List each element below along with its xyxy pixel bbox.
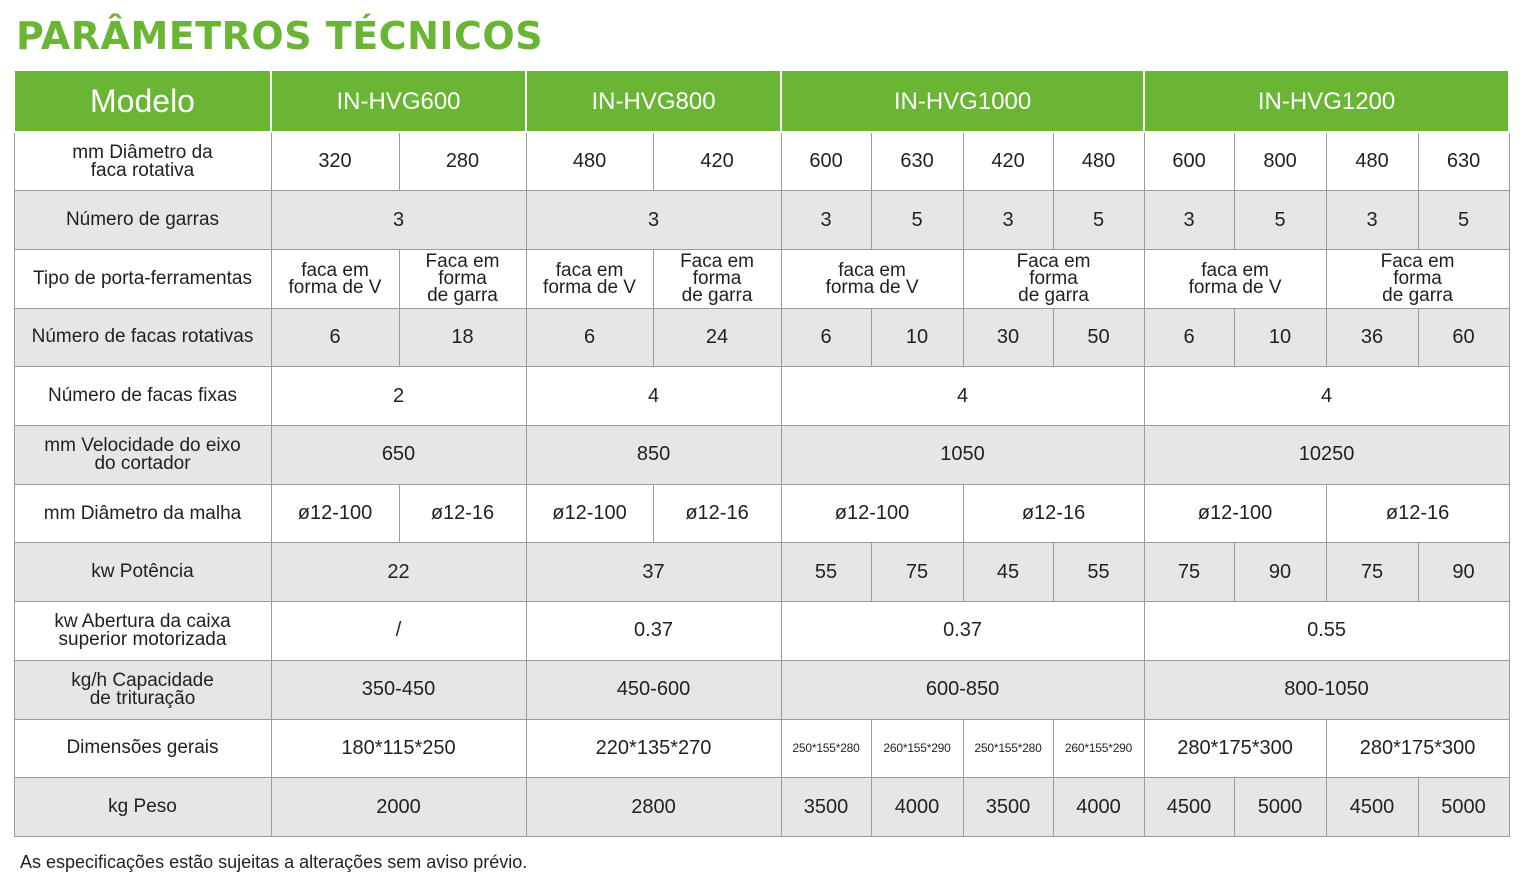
table-cell: 3 <box>781 191 871 250</box>
table-cell: 10 <box>1234 308 1326 367</box>
table-cell: / <box>271 602 526 661</box>
table-row <box>14 308 1509 367</box>
table-cell: 450-600 <box>526 660 781 719</box>
table-cell: 3 <box>1144 191 1234 250</box>
table-cell: 55 <box>781 543 871 602</box>
table-cell: 4 <box>781 367 1144 426</box>
table-cell: 3500 <box>963 778 1053 837</box>
table-row <box>14 484 1509 543</box>
table-cell: 4000 <box>1053 778 1144 837</box>
table-cell: 90 <box>1418 543 1509 602</box>
model-in-hvg600: IN-HVG600 <box>271 70 526 132</box>
table-cell: 350-450 <box>271 660 526 719</box>
table-cell: 420 <box>653 132 781 191</box>
table-cell: faca em forma de V <box>1144 249 1326 308</box>
table-cell: faca em forma de V <box>781 249 963 308</box>
table-cell: 650 <box>271 426 526 485</box>
table-cell: 6 <box>271 308 399 367</box>
table-cell: Faca em forma de garra <box>1326 249 1509 308</box>
table-cell: 6 <box>1144 308 1234 367</box>
table-cell: 30 <box>963 308 1053 367</box>
table-cell: 1050 <box>781 426 1144 485</box>
row-label: Dimensões gerais <box>14 719 271 778</box>
row-label: kg/h Capacidade de trituração <box>14 660 271 719</box>
table-cell: 260*155*290 <box>871 719 963 778</box>
table-cell: 10250 <box>1144 426 1509 485</box>
table-cell: 36 <box>1326 308 1418 367</box>
table-cell: 0.37 <box>781 602 1144 661</box>
table-row <box>14 778 1509 837</box>
table-cell: 22 <box>271 543 526 602</box>
table-cell: 45 <box>963 543 1053 602</box>
row-label: Número de facas rotativas <box>14 308 271 367</box>
table-cell: 630 <box>871 132 963 191</box>
table-row <box>14 132 1509 191</box>
table-cell: 90 <box>1234 543 1326 602</box>
table-cell: ø12-100 <box>271 484 399 543</box>
table-cell: 850 <box>526 426 781 485</box>
table-cell: Faca em forma de garra <box>963 249 1144 308</box>
row-label: Número de garras <box>14 191 271 250</box>
table-cell: 24 <box>653 308 781 367</box>
table-cell: 320 <box>271 132 399 191</box>
table-cell: 5 <box>1053 191 1144 250</box>
table-cell: 480 <box>526 132 653 191</box>
model-in-hvg1000: IN-HVG1000 <box>781 70 1144 132</box>
table-cell: ø12-16 <box>1326 484 1509 543</box>
table-cell: 55 <box>1053 543 1144 602</box>
model-header: Modelo <box>14 70 271 132</box>
row-label: kg Peso <box>14 778 271 837</box>
table-cell: 75 <box>1326 543 1418 602</box>
table-row <box>14 602 1509 661</box>
table-cell: 6 <box>526 308 653 367</box>
table-cell: 800-1050 <box>1144 660 1509 719</box>
row-label: mm Velocidade do eixo do cortador <box>14 426 271 485</box>
table-cell: 180*115*250 <box>271 719 526 778</box>
table-cell: 250*155*280 <box>963 719 1053 778</box>
table-cell: 60 <box>1418 308 1509 367</box>
table-row <box>14 719 1509 778</box>
table-cell: 220*135*270 <box>526 719 781 778</box>
table-cell: 3 <box>271 191 526 250</box>
table-cell: faca em forma de V <box>526 249 653 308</box>
table-cell: 420 <box>963 132 1053 191</box>
table-cell: 5 <box>1418 191 1509 250</box>
table-cell: 3 <box>1326 191 1418 250</box>
table-cell: ø12-16 <box>963 484 1144 543</box>
model-in-hvg800: IN-HVG800 <box>526 70 781 132</box>
table-cell: 5000 <box>1418 778 1509 837</box>
row-label: kw Abertura da caixa superior motorizada <box>14 602 271 661</box>
table-cell: 75 <box>1144 543 1234 602</box>
footnote: As especificações estão sujeitas a alterações sem aviso prévio. <box>20 852 528 872</box>
table-cell: 2 <box>271 367 526 426</box>
table-cell: 4000 <box>871 778 963 837</box>
table-cell: 4500 <box>1144 778 1234 837</box>
table-cell: 600-850 <box>781 660 1144 719</box>
table-cell: 280*175*300 <box>1326 719 1509 778</box>
table-cell: 5000 <box>1234 778 1326 837</box>
table-row <box>14 543 1509 602</box>
table-cell: 250*155*280 <box>781 719 871 778</box>
table-cell: Faca em forma de garra <box>653 249 781 308</box>
table-cell: 5 <box>871 191 963 250</box>
table-cell: Faca em forma de garra <box>399 249 526 308</box>
table-cell: 280*175*300 <box>1144 719 1326 778</box>
table-cell: 4 <box>1144 367 1509 426</box>
table-cell: faca em forma de V <box>271 249 399 308</box>
page-title: PARÂMETROS TÉCNICOS <box>16 14 544 58</box>
table-cell: 18 <box>399 308 526 367</box>
table-cell: 10 <box>871 308 963 367</box>
table-row <box>14 191 1509 250</box>
row-label: kw Potência <box>14 543 271 602</box>
table-cell: ø12-100 <box>526 484 653 543</box>
table-row <box>14 426 1509 485</box>
table-cell: 5 <box>1234 191 1326 250</box>
table-row <box>14 249 1509 308</box>
row-label: mm Diâmetro da malha <box>14 484 271 543</box>
table-cell: ø12-16 <box>399 484 526 543</box>
table-cell: 800 <box>1234 132 1326 191</box>
table-cell: 4 <box>526 367 781 426</box>
spec-table <box>13 69 1510 837</box>
model-in-hvg1200: IN-HVG1200 <box>1144 70 1509 132</box>
table-cell: 480 <box>1053 132 1144 191</box>
row-label: Tipo de porta-ferramentas <box>14 249 271 308</box>
table-cell: ø12-16 <box>653 484 781 543</box>
table-cell: 260*155*290 <box>1053 719 1144 778</box>
table-cell: 600 <box>1144 132 1234 191</box>
table-cell: 6 <box>781 308 871 367</box>
table-cell: ø12-100 <box>781 484 963 543</box>
table-cell: 280 <box>399 132 526 191</box>
table-cell: 50 <box>1053 308 1144 367</box>
table-cell: 3 <box>526 191 781 250</box>
table-cell: 600 <box>781 132 871 191</box>
table-row <box>14 367 1509 426</box>
table-cell: 480 <box>1326 132 1418 191</box>
table-cell: 3 <box>963 191 1053 250</box>
table-cell: 4500 <box>1326 778 1418 837</box>
table-cell: 0.55 <box>1144 602 1509 661</box>
row-label: mm Diâmetro da faca rotativa <box>14 132 271 191</box>
table-cell: 2800 <box>526 778 781 837</box>
table-cell: 37 <box>526 543 781 602</box>
table-cell: 2000 <box>271 778 526 837</box>
row-label: Número de facas fixas <box>14 367 271 426</box>
table-row <box>14 660 1509 719</box>
table-cell: 0.37 <box>526 602 781 661</box>
table-cell: 3500 <box>781 778 871 837</box>
table-cell: ø12-100 <box>1144 484 1326 543</box>
table-header <box>14 70 1509 132</box>
table-cell: 75 <box>871 543 963 602</box>
table-cell: 630 <box>1418 132 1509 191</box>
